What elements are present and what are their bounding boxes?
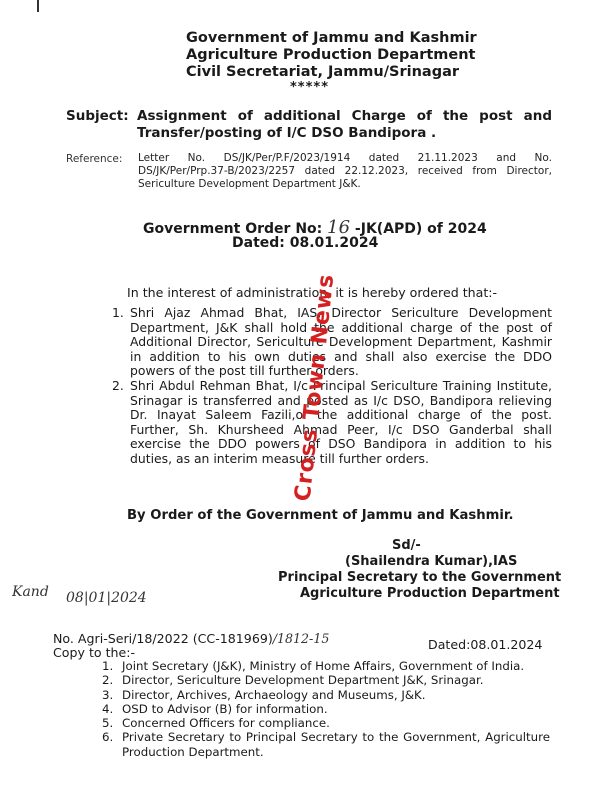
edge-mark (37, 0, 39, 12)
header-secretariat: Civil Secretariat, Jammu/Srinagar (186, 64, 460, 80)
signature-title: Principal Secretary to the Government (278, 570, 562, 585)
header-department: Agriculture Production Department (186, 47, 476, 63)
copy-item-number: 3. (102, 687, 114, 702)
copy-item-number: 5. (102, 716, 114, 731)
copy-item-text: Director, Archives, Archaeology and Museums, J&K. (122, 687, 426, 702)
copy-item-number: 4. (102, 701, 114, 716)
copy-item-text: Joint Secretary (J&K), Ministry of Home Affairs, Government of India. (122, 659, 525, 673)
copy-item-number: 2. (102, 673, 114, 688)
order-suffix: -JK(APD) of 2024 (354, 221, 487, 237)
copy-item-number: 6. (102, 730, 114, 745)
order-item-number: 2. (112, 377, 124, 393)
subject-text: Assignment of additional Charge of the post and Transfer/posting of I/C DSO Bandipora . (137, 108, 552, 141)
document-number (53, 631, 329, 646)
signature-sd: Sd/- (392, 538, 421, 553)
subject-label: Subject: (66, 108, 129, 124)
document-number-prefix: No. Agri-Seri/18/2022 (CC-181969) (53, 631, 273, 646)
by-order-line: By Order of the Government of Jammu and Kashmir. (127, 508, 514, 523)
copy-item (102, 702, 550, 716)
watermark-text: Cross Town News (290, 272, 340, 503)
copy-to-list (102, 659, 550, 759)
copy-item (102, 688, 550, 702)
document-date: Dated:08.01.2024 (428, 637, 543, 652)
handwritten-initials: Kand (12, 584, 49, 600)
signature-department: Agriculture Production Department (300, 586, 560, 601)
order-item (112, 379, 552, 467)
signature-name: (Shailendra Kumar),IAS (345, 554, 518, 569)
order-number-handwritten: 16 (327, 217, 351, 238)
reference-label: Reference: (66, 153, 123, 165)
handwritten-date: 08|01|2024 (66, 590, 147, 606)
copy-item (102, 659, 550, 673)
order-item-number: 1. (112, 305, 124, 320)
order-prefix: Government Order No: (143, 221, 323, 237)
document-number-handwritten: /1812-15 (272, 631, 330, 646)
copy-item (102, 730, 550, 759)
order-item-text: Shri Ajaz Ahmad Bhat, IAS, Director Sericulture Development Department, J&K shall hold the additional charge of the post of Additional Director, Sericulture Development Department, Kashmir in addition to his own duties and shall also exercise the DDO powers of the post till further orders. (130, 305, 552, 379)
copy-to-label: Copy to the:- (53, 645, 136, 660)
copy-item (102, 716, 550, 730)
copy-item-text: Director, Sericulture Development Department J&K, Srinagar. (122, 673, 484, 688)
copy-item-text: Private Secretary to Principal Secretary to the Government, Agriculture Production Department. (122, 730, 550, 759)
reference-text: Letter No. DS/JK/Per/P.F/2023/1914 dated 21.11.2023 and No. DS/JK/Per/Prp.37-B/2023/2257 dated 22.12.2023, received from Director, Sericulture Development Department J&K. (138, 152, 552, 190)
order-item-text: Shri Abdul Rehman Bhat, I/c Principal Sericulture Training Institute, Srinagar is transferred and posted as I/c DSO, Bandipora relieving Dr. Inayat Saleem Fazili,of the additional charge of the post. Further, Sh. Khursheed Ahmad Peer, I/c DSO Ganderbal shall exercise the DDO powers of DSO Bandipora in addition to his duties, as an interim measure till further orders. (130, 377, 552, 466)
order-date: Dated: 08.01.2024 (232, 235, 379, 251)
header-government: Government of Jammu and Kashmir (186, 30, 477, 46)
copy-item-text: OSD to Advisor (B) for information. (122, 701, 328, 716)
copy-item-number: 1. (102, 659, 114, 673)
copy-item-text: Concerned Officers for compliance. (122, 716, 330, 731)
order-intro: In the interest of administration, it is hereby ordered that:- (127, 285, 498, 300)
header-stars: ***** (290, 80, 329, 95)
copy-item (102, 673, 550, 687)
